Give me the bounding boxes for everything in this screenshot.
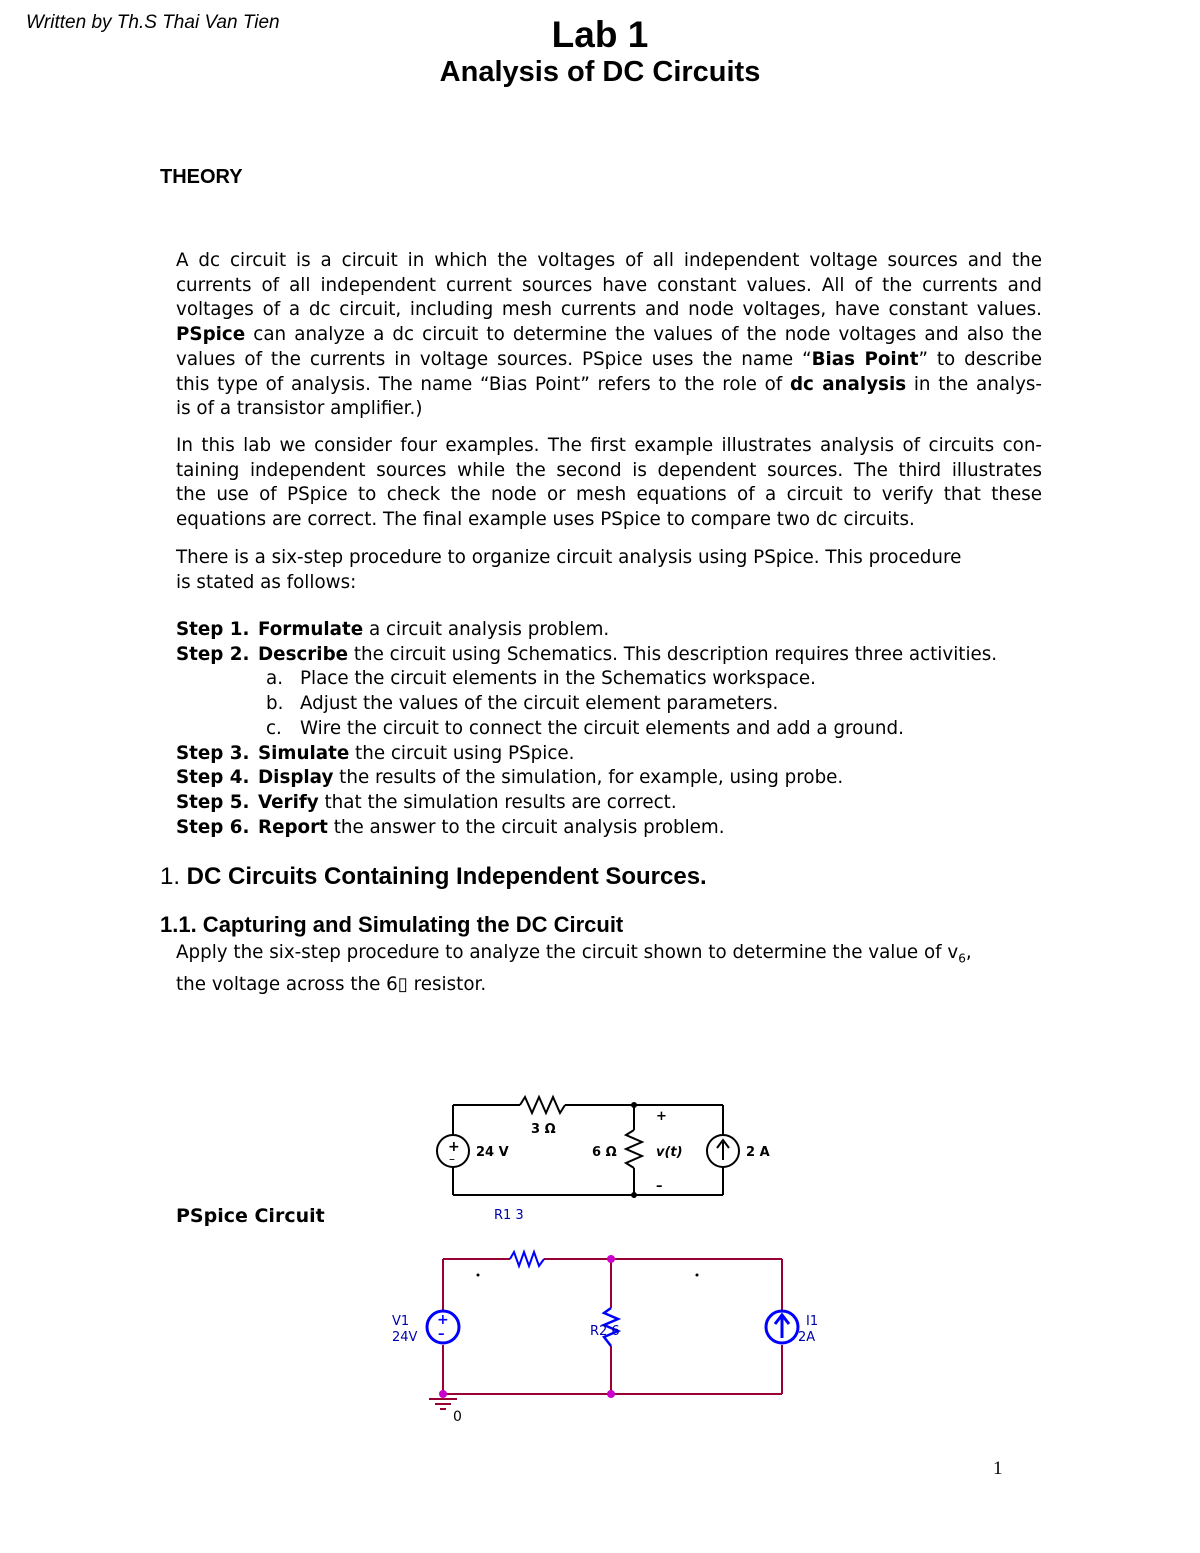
text-line: is stated as follows: xyxy=(176,571,357,593)
r2-part-label: R2 6 xyxy=(590,1324,620,1339)
svg-text:–: – xyxy=(449,1152,455,1166)
bold-term: dc analysis xyxy=(789,373,907,395)
r2-label: 6 Ω xyxy=(592,1145,617,1160)
page-subtitle: Analysis of DC Circuits xyxy=(439,56,761,88)
v1-value-label: 24V xyxy=(392,1330,418,1345)
problem-statement xyxy=(176,940,972,997)
i1-name-label: I1 xyxy=(806,1314,819,1329)
text-line: currents of all independent current sources have constant values. All of the currents and xyxy=(176,274,1042,296)
v1-name-label: V1 xyxy=(392,1314,410,1329)
plus-sign: + xyxy=(656,1109,667,1124)
substep-item: a. Place the circuit elements in the Schematics workspace. xyxy=(266,668,816,690)
step-item: Step 3. Simulate the circuit using PSpice. xyxy=(176,742,575,764)
text-line: values of the currents in voltage sources. PSpice uses the name “Bias Point” to describe xyxy=(176,348,1042,370)
ground-node-label: 0 xyxy=(453,1409,462,1425)
node-dot xyxy=(607,1390,615,1398)
theory-paragraph-1 xyxy=(176,249,1042,422)
text-line: A dc circuit is a circuit in which the voltages of all independent voltage sources and the xyxy=(176,250,1042,271)
text-line: voltages of a dc circuit, including mesh currents and node voltages, have constant values. xyxy=(176,299,1042,321)
node-dot xyxy=(607,1255,615,1263)
voltage-label: v(t) xyxy=(656,1145,683,1160)
pspice-circuit-label: PSpice Circuit xyxy=(176,1205,325,1227)
bold-term: Bias Point xyxy=(811,348,919,370)
source-current-label: 2 A xyxy=(746,1145,770,1160)
pspice-schematic xyxy=(380,1200,840,1430)
substep-item: b. Adjust the values of the circuit element parameters. xyxy=(266,693,779,715)
r1-resistor-icon xyxy=(510,1252,544,1266)
page-title: Lab 1 xyxy=(551,14,649,55)
text-line: this type of analysis. The name “Bias Point” refers to the role of dc analysis in the analys- xyxy=(176,373,1043,395)
subsection-heading: 1.1. Capturing and Simulating the DC Circuit xyxy=(160,912,624,937)
node-dot xyxy=(439,1390,447,1398)
text-line: is of a transistor amplifier.) xyxy=(176,398,423,420)
svg-text:+: + xyxy=(448,1139,460,1155)
text-line: There is a six-step procedure to organize circuit analysis using PSpice. This procedure xyxy=(176,547,962,568)
step-item: Step 4. Display the results of the simulation, for example, using probe. xyxy=(176,767,844,789)
substep-item: c. Wire the circuit to connect the circuit elements and add a ground. xyxy=(266,717,904,739)
step-item: Step 5. Verify that the simulation results are correct. xyxy=(176,791,677,813)
minus-sign: – xyxy=(656,1179,663,1194)
text-line: equations are correct. The final example uses PSpice to compare two dc circuits. xyxy=(176,509,915,531)
procedure-steps xyxy=(176,618,997,840)
theory-heading: THEORY xyxy=(160,166,243,188)
r1-label: 3 Ω xyxy=(531,1122,556,1137)
theory-paragraph-2 xyxy=(176,434,1042,533)
text-line: PSpice can analyze a dc circuit to determine the values of the node voltages and also the xyxy=(176,324,1043,346)
page-number: 1 xyxy=(993,1458,1003,1479)
resistor-6ohm xyxy=(626,1130,642,1168)
r1-part-label: R1 3 xyxy=(494,1208,524,1223)
circuit-diagram xyxy=(420,1090,800,1210)
step-item: Step 1. Formulate a circuit analysis problem. xyxy=(176,619,610,640)
text-line: taining independent sources while the second is dependent sources. The third illustrates xyxy=(176,459,1042,481)
step-item: Step 2. Describe the circuit using Schematics. This description requires three activities. xyxy=(176,643,998,665)
svg-text:–: – xyxy=(438,1327,445,1342)
step-item: Step 6. Report the answer to the circuit analysis problem. xyxy=(176,816,725,838)
text-line: the voltage across the 6▯ resistor. xyxy=(176,973,487,995)
text-line: the use of PSpice to check the node or mesh equations of a circuit to verify that these xyxy=(176,484,1042,506)
text-line: Apply the six-step procedure to analyze the circuit shown to determine the value of $v_6$, xyxy=(176,942,972,966)
i1-value-label: 2A xyxy=(798,1330,816,1345)
text-line: In this lab we consider four examples. The first example illustrates analysis of circuits con- xyxy=(176,435,1042,456)
theory-paragraph-3 xyxy=(176,546,1042,595)
source-voltage-label: 24 V xyxy=(476,1145,509,1160)
resistor-3ohm xyxy=(520,1097,565,1113)
bold-term: PSpice xyxy=(176,324,246,346)
ground-icon xyxy=(429,1399,457,1409)
section-heading: 1. DC Circuits Containing Independent Sources. xyxy=(160,863,707,890)
svg-text:+: + xyxy=(437,1312,449,1328)
author-line: Written by Th.S Thai Van Tien xyxy=(26,12,280,33)
